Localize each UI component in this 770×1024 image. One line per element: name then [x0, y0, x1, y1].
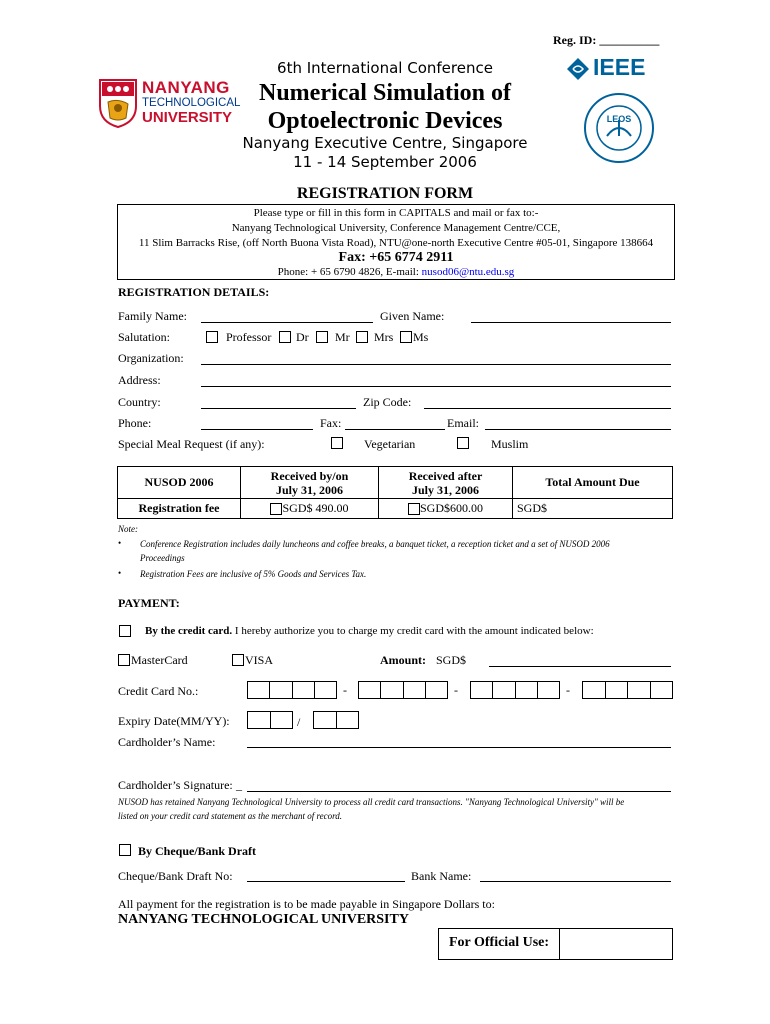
cheque-number-label: Cheque/Bank Draft No: [118, 869, 233, 883]
merchant-note-line1: NUSOD has retained Nanyang Technological University to process all credit card transactions. "Nanyang Technological University" will be [118, 797, 625, 807]
mastercard-label: MasterCard [131, 653, 188, 667]
ntu-logo-line3: UNIVERSITY [142, 109, 233, 126]
family-name-label: Family Name: [118, 309, 187, 323]
reg-id-label: Reg. ID: [553, 33, 597, 47]
phone-contact: Phone: + 65 6790 4826, E-mail: [277, 266, 422, 278]
credit-card-option-title: By the credit card. [145, 625, 233, 637]
reg-id [553, 33, 659, 48]
expiry-date-label: Expiry Date(MM/YY): [118, 714, 230, 728]
fee-early-checkbox[interactable] [270, 503, 282, 515]
salutation-mrs-label: Mrs [374, 330, 394, 344]
fee-late-amount: SGD$600.00 [419, 501, 483, 515]
expiry-year-field[interactable] [313, 711, 359, 729]
zip-code-field[interactable] [424, 408, 671, 409]
fee-total-amount[interactable]: SGD$ [513, 499, 673, 519]
bank-name-field[interactable] [480, 881, 671, 882]
card-number-group-4[interactable] [582, 681, 673, 699]
fee-header-early [241, 467, 379, 499]
expiry-slash: / [297, 715, 301, 729]
fee-late-cell[interactable] [379, 499, 513, 519]
phone-field[interactable] [201, 429, 313, 430]
payment-heading: PAYMENT: [118, 596, 180, 610]
salutation-professor-checkbox[interactable] [206, 331, 218, 343]
given-name-label: Given Name: [380, 309, 445, 323]
contact-line [118, 266, 674, 278]
registration-fee-label: Registration fee [118, 499, 241, 519]
phone-label: Phone: [118, 416, 152, 430]
registration-details-heading: REGISTRATION DETAILS: [118, 285, 270, 299]
payee-name: NANYANG TECHNOLOGICAL UNIVERSITY [118, 912, 409, 927]
salutation-mrs-checkbox[interactable] [356, 331, 368, 343]
official-use-divider [559, 929, 560, 959]
conference-title-line2: Optoelectronic Devices [267, 108, 503, 134]
address-field[interactable] [201, 386, 671, 387]
ntu-logo-line1: NANYANG [142, 78, 230, 97]
fee-late-checkbox[interactable] [408, 503, 420, 515]
organization-field[interactable] [201, 364, 671, 365]
card-number-group-1[interactable] [247, 681, 337, 699]
instructions-line3: 11 Slim Barracks Rise, (off North Buona Vista Road), NTU@one-north Executive Centre #05-01, Singapore 138664 [138, 237, 654, 249]
salutation-label: Salutation: [118, 330, 170, 344]
official-use-label: For Official Use: [448, 935, 550, 950]
instructions-line2: Nanyang Technological University, Conference Management Centre/CCE, [231, 222, 561, 234]
given-name-field[interactable] [471, 322, 671, 323]
fax-label: Fax: [320, 416, 342, 430]
merchant-note-line2: listed on your credit card statement as the merchant of record. [118, 811, 343, 821]
mastercard-checkbox[interactable] [118, 654, 130, 666]
fee-header-nusod: NUSOD 2006 [118, 467, 241, 499]
card-number-group-2[interactable] [358, 681, 448, 699]
note-1-line2: Proceedings [140, 553, 185, 563]
expiry-month-field[interactable] [247, 711, 293, 729]
salutation-professor-label: Professor [226, 330, 272, 344]
fee-header-total: Total Amount Due [513, 467, 673, 499]
note-1-line1: Conference Registration includes daily luncheons and coffee breaks, a banquet ticket, a reception ticket and a set of NUSOD 2006 [140, 539, 610, 549]
cheque-option-label: By Cheque/Bank Draft [138, 844, 257, 858]
muslim-label: Muslim [491, 437, 529, 451]
bank-name-label: Bank Name: [411, 869, 472, 883]
country-label: Country: [118, 395, 161, 409]
notes-label: Note: [118, 524, 138, 534]
address-label: Address: [118, 373, 161, 387]
note-bullet-2: • [118, 568, 122, 578]
conference-dates: 11 - 14 September 2006 [293, 153, 477, 171]
note-2: Registration Fees are inclusive of 5% Goods and Services Tax. [140, 569, 367, 579]
note-bullet-1: • [118, 538, 122, 548]
email-field[interactable] [485, 429, 671, 430]
cheque-checkbox[interactable] [119, 844, 131, 856]
official-use-box [438, 928, 673, 960]
credit-card-authorization: I hereby authorize you to charge my credit card with the amount indicated below: [232, 625, 594, 637]
cardholder-signature-label: Cardholder’s Signature: [118, 778, 233, 792]
fee-early-amount: SGD$ 490.00 [282, 501, 349, 515]
amount-label: Amount: [380, 653, 427, 667]
visa-checkbox[interactable] [232, 654, 244, 666]
country-field[interactable] [201, 408, 356, 409]
fee-header-late-line1: Received after [408, 468, 483, 483]
cardholder-name-field[interactable] [247, 747, 671, 748]
credit-card-checkbox[interactable] [119, 625, 131, 637]
fee-table [117, 466, 673, 519]
salutation-ms-checkbox[interactable] [400, 331, 412, 343]
payable-instruction: All payment for the registration is to be made payable in Singapore Dollars to: [118, 897, 495, 911]
cardholder-name-label: Cardholder’s Name: [118, 735, 216, 749]
fee-header-late-line2: July 31, 2006 [411, 482, 479, 497]
card-number-group-3[interactable] [470, 681, 560, 699]
conference-name: 6th International Conference [277, 59, 493, 77]
leos-logo-text: LEOS [606, 114, 632, 124]
ieee-logo-text: IEEE [593, 54, 646, 80]
fee-header-early-line1: Received by/on [270, 468, 349, 483]
conference-title-line1: Numerical Simulation of [259, 80, 511, 106]
vegetarian-checkbox[interactable] [331, 437, 343, 449]
fee-early-cell[interactable] [241, 499, 379, 519]
ntu-logo-line2: TECHNOLOGICAL [142, 97, 241, 109]
email-link[interactable]: nusod06@ntu.edu.sg [421, 266, 515, 278]
fee-header-late [379, 467, 513, 499]
meal-request-label: Special Meal Request (if any): [118, 437, 265, 451]
salutation-mr-label: Mr [335, 330, 350, 344]
fax-field[interactable] [345, 429, 445, 430]
card-number-dash-3: - [566, 683, 570, 697]
salutation-dr-label: Dr [296, 330, 309, 344]
fax-number: Fax: +65 6774 2911 [338, 250, 454, 265]
amount-currency: SGD$ [436, 653, 467, 667]
card-number-dash-1: - [343, 683, 347, 697]
reg-id-field[interactable]: __________ [599, 33, 660, 47]
card-number-dash-2: - [454, 683, 458, 697]
signature-mark: _ [236, 778, 242, 792]
visa-label: VISA [245, 653, 274, 667]
conference-venue: Nanyang Executive Centre, Singapore [242, 134, 528, 152]
form-title: REGISTRATION FORM [296, 185, 474, 202]
cheque-number-field[interactable] [247, 881, 405, 882]
instructions-line1: Please type or fill in this form in CAPITALS and mail or fax to:- [253, 207, 539, 219]
amount-field[interactable] [489, 666, 671, 667]
vegetarian-label: Vegetarian [364, 437, 416, 451]
fee-header-early-line2: July 31, 2006 [275, 482, 343, 497]
family-name-field[interactable] [201, 322, 373, 323]
instructions-box [117, 204, 675, 280]
salutation-dr-checkbox[interactable] [279, 331, 291, 343]
credit-card-option [145, 625, 594, 637]
card-number-label: Credit Card No.: [118, 684, 199, 698]
salutation-mr-checkbox[interactable] [316, 331, 328, 343]
organization-label: Organization: [118, 351, 184, 365]
email-label: Email: [447, 416, 479, 430]
cardholder-signature-field[interactable] [247, 791, 671, 792]
muslim-checkbox[interactable] [457, 437, 469, 449]
zip-code-label: Zip Code: [363, 395, 412, 409]
salutation-ms-label: Ms [413, 330, 429, 344]
